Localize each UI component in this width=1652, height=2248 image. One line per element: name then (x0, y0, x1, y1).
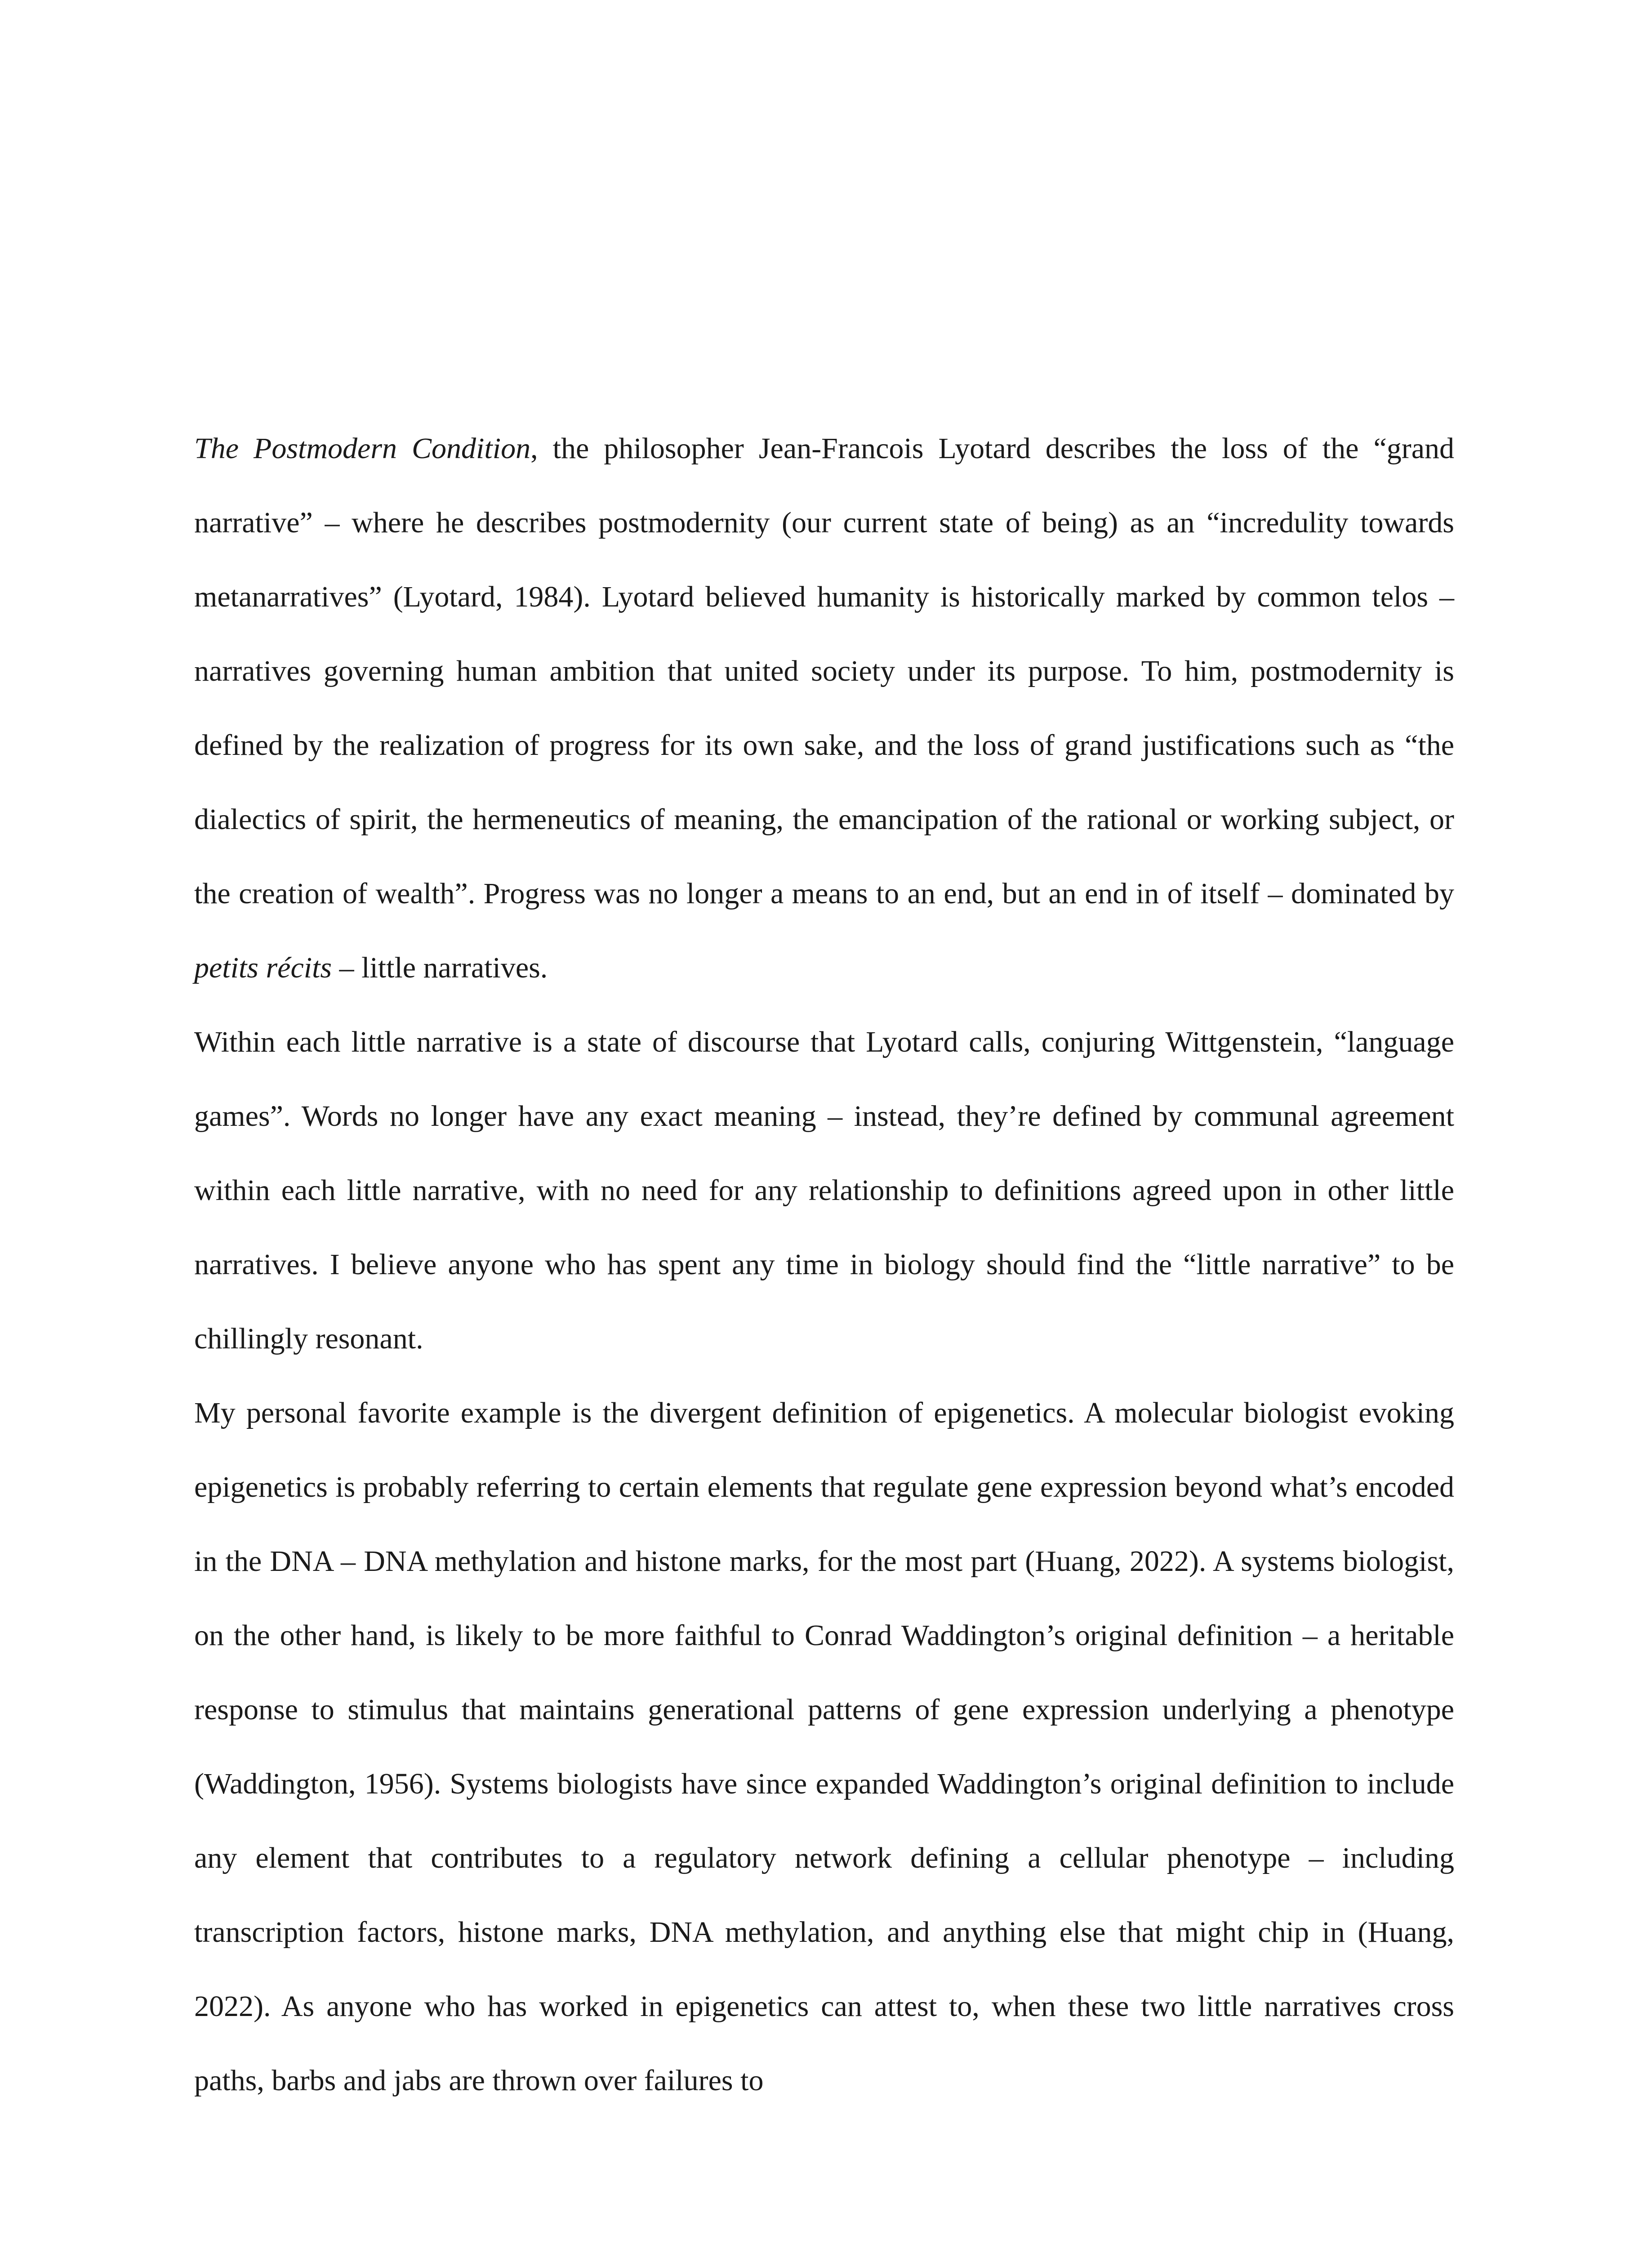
paragraph-1 (194, 411, 1454, 1005)
paragraph-2 (194, 1005, 1454, 1376)
italic-term: petits récits (194, 951, 332, 984)
paragraph-text: My personal favorite example is the divergent definition of epigenetics. A molecular biologist evoking epigenetics is probably referring to certain elements that regulate gene expression beyond what’s encoded in the DNA – DNA methylation and histone marks, for the most part (Huang, 2022). A systems biologist, on the other hand, is likely to be more faithful to Conrad Waddington’s original definition – a heritable response to stimulus that maintains generational patterns of gene expression underlying a phenotype (Waddington, 1956). Systems biologists have since expanded Waddington’s original definition to include any element that contributes to a regulatory network defining a cellular phenotype – including transcription factors, histone marks, DNA methylation, and anything else that might chip in (Huang, 2022). As anyone who has worked in epigenetics can attest to, when these two little narratives cross paths, barbs and jabs are thrown over failures to (194, 1396, 1454, 2097)
body-text (194, 411, 1454, 2118)
paragraph-text: Within each little narrative is a state of discourse that Lyotard calls, conjuring Wittgenstein, “language games”. Words no longer have any exact meaning – instead, they’re defined by communal agreement within each little narrative, with no need for any relationship to definitions agreed upon in other little narratives. I believe anyone who has spent any time in biology should find the “little narrative” to be chillingly resonant. (194, 1026, 1454, 1355)
paragraph-3 (194, 1376, 1454, 2118)
paragraph-text: , the philosopher Jean-Francois Lyotard describes the loss of the “grand narrative” – where he describes postmodernity (our current state of being) as an “incredulity towards metanarratives” (Lyotard, 1984). Lyotard believed humanity is historically marked by common telos – narratives governing human ambition that united society under its purpose. To him, postmodernity is defined by the realization of progress for its own sake, and the loss of grand justifications such as “the dialectics of spirit, the hermeneutics of meaning, the emancipation of the rational or working subject, or the creation of wealth”. Progress was no longer a means to an end, but an end in of itself – dominated by (194, 432, 1455, 910)
book-title: The Postmodern Condition (194, 432, 531, 465)
paragraph-text: – little narratives. (332, 951, 548, 984)
